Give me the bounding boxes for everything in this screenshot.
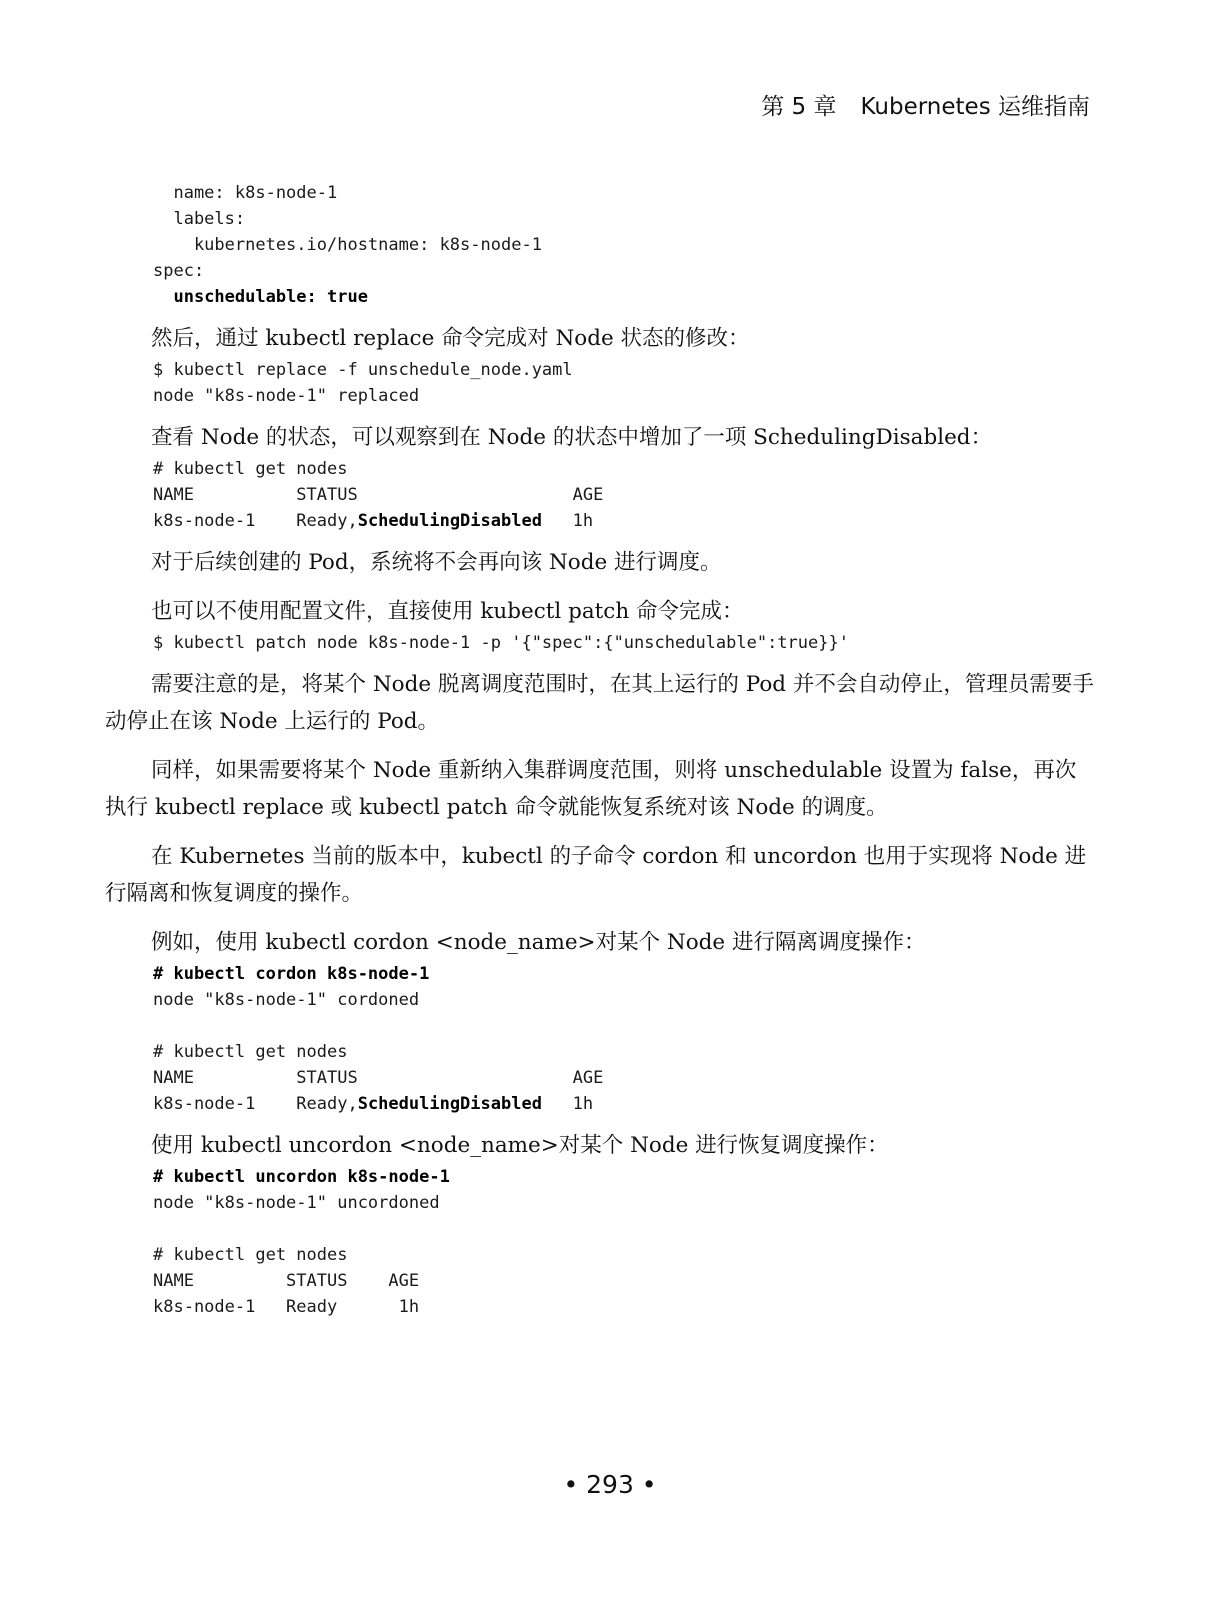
code-line [153, 1042, 347, 1062]
code-line [153, 964, 429, 984]
code-segment: NAME STATUS AGE [153, 485, 604, 505]
page-body [105, 180, 1097, 1320]
body-paragraph: 在 Kubernetes 当前的版本中，kubectl 的子命令 cordon 和 uncordon 也用于实现将 Node 进行隔离和恢复调度的操作。 [105, 844, 1087, 906]
code-segment: spec: [153, 261, 205, 281]
code-line [153, 633, 849, 653]
code-segment: NAME STATUS AGE [153, 1271, 420, 1291]
code-line [153, 511, 593, 531]
code-segment: kubernetes.io/hostname: k8s-node-1 [153, 235, 542, 255]
code-segment: 1h [541, 511, 594, 531]
code-segment: $ kubectl patch node k8s-node-1 -p '{"spec":{"unschedulable":true}}' [153, 633, 849, 653]
chapter-number: 第 5 章 [761, 94, 837, 120]
code-segment: labels: [153, 209, 246, 229]
code-segment: k8s-node-1 Ready, [153, 511, 358, 531]
code-segment: node "k8s-node-1" cordoned [153, 990, 420, 1010]
code-segment: # kubectl get nodes [153, 459, 348, 479]
code-segment: 1h [541, 1094, 594, 1114]
code-segment: # kubectl get nodes [153, 1245, 348, 1265]
code-bold-segment: # kubectl cordon k8s-node-1 [153, 964, 430, 984]
code-bold-segment: SchedulingDisabled [357, 1094, 542, 1114]
body-paragraph: 也可以不使用配置文件，直接使用 kubectl patch 命令完成： [151, 599, 744, 624]
code-line [153, 1094, 593, 1114]
code-line [153, 386, 419, 406]
code-block [105, 357, 1097, 409]
code-segment: $ kubectl replace -f unschedule_node.yaml [153, 360, 573, 380]
code-line [153, 209, 245, 229]
code-line [153, 1167, 450, 1187]
code-segment: # kubectl get nodes [153, 1042, 348, 1062]
code-bold-segment: SchedulingDisabled [357, 511, 542, 531]
code-line [153, 485, 603, 505]
code-line [153, 360, 573, 380]
code-line [153, 287, 368, 307]
page-number: • 293 • [563, 1470, 657, 1499]
body-paragraph: 例如，使用 kubectl cordon <node_name>对某个 Node 进行隔离调度操作： [151, 930, 926, 955]
code-line [153, 1193, 440, 1213]
code-block [105, 456, 1097, 534]
code-block [105, 1164, 1097, 1320]
code-line [153, 1068, 603, 1088]
code-segment: node "k8s-node-1" replaced [153, 386, 420, 406]
code-line [153, 1297, 419, 1317]
code-segment [153, 287, 173, 307]
code-segment: k8s-node-1 Ready 1h [153, 1297, 420, 1317]
code-segment: NAME STATUS AGE [153, 1068, 604, 1088]
body-paragraph: 对于后续创建的 Pod，系统将不会再向该 Node 进行调度。 [151, 550, 722, 575]
body-paragraph: 需要注意的是，将某个 Node 脱离调度范围时，在其上运行的 Pod 并不会自动停止，管理员需要手动停止在该 Node 上运行的 Pod。 [105, 672, 1094, 734]
code-line [153, 261, 204, 281]
code-segment: k8s-node-1 Ready, [153, 1094, 358, 1114]
code-line [153, 183, 337, 203]
code-block [105, 630, 1097, 656]
body-paragraph: 查看 Node 的状态，可以观察到在 Node 的状态中增加了一项 SchedulingDisabled： [151, 425, 993, 450]
code-line [153, 990, 419, 1010]
code-line [153, 459, 347, 479]
body-paragraph: 同样，如果需要将某个 Node 重新纳入集群调度范围，则将 unschedulable 设置为 false，再次执行 kubectl replace 或 kubectl patch 命令就能恢复系统对该 Node 的调度。 [105, 758, 1077, 820]
code-segment: node "k8s-node-1" uncordoned [153, 1193, 440, 1213]
code-line [153, 235, 542, 255]
chapter-title: Kubernetes 运维指南 [860, 94, 1090, 120]
code-segment: name: k8s-node-1 [153, 183, 338, 203]
body-paragraph: 然后，通过 kubectl replace 命令完成对 Node 状态的修改： [151, 326, 750, 351]
body-paragraph: 使用 kubectl uncordon <node_name>对某个 Node 进行恢复调度操作： [151, 1133, 889, 1158]
code-line [153, 1271, 419, 1291]
code-line [153, 1245, 347, 1265]
running-header [761, 88, 1090, 121]
code-block [105, 180, 1097, 310]
code-bold-segment: # kubectl uncordon k8s-node-1 [153, 1167, 450, 1187]
code-block [105, 961, 1097, 1117]
code-bold-segment: unschedulable: true [173, 287, 368, 307]
